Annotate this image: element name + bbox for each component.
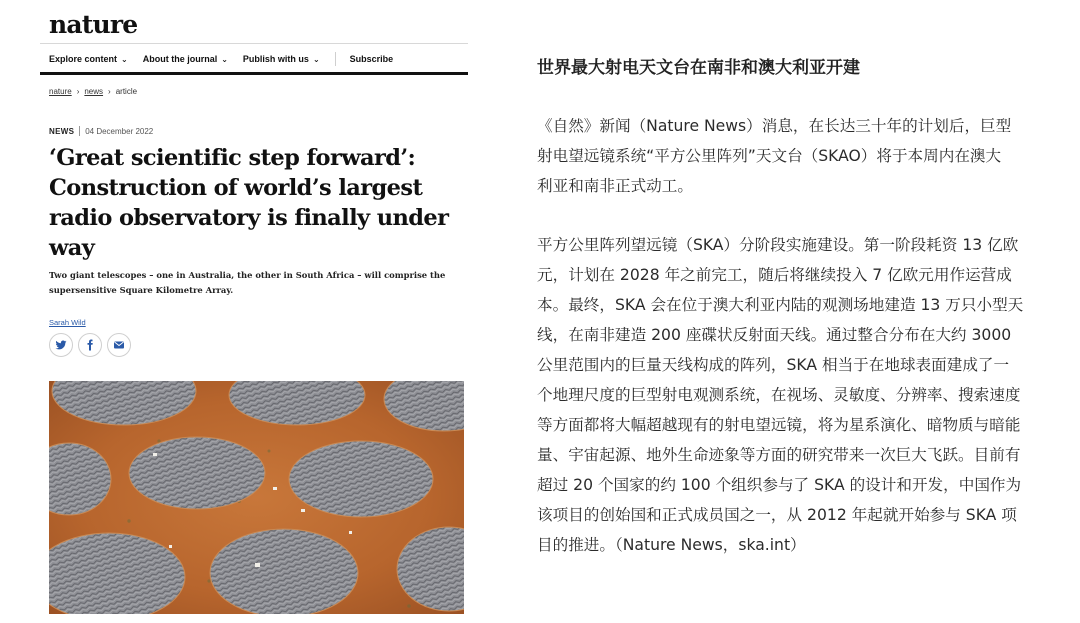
headline-line: radio observatory is finally under	[49, 205, 449, 231]
paragraph-line: 射电望远镜系统“平方公里阵列”天文台（SKAO）将于本周内在澳大	[537, 147, 1002, 165]
radio-telescope-array-image	[49, 381, 464, 614]
paragraph-line: 利亚和南非正式动工。	[537, 177, 693, 195]
paragraph-line: 线，在南非建造 200 座碟状反射面天线。通过整合分布在大约 3000	[537, 326, 1012, 344]
headline-line: ‘Great scientific step forward’:	[49, 145, 416, 171]
paragraph-line: 元，计划在 2028 年之前完工，随后将继续投入 7 亿欧元用作运营成	[537, 266, 1012, 284]
paragraph-line: 《自然》新闻（Nature News）消息，在长达三十年的计划后，巨型	[537, 117, 1012, 135]
nav-about-journal[interactable]	[143, 54, 228, 64]
paragraph-line: 公里范围内的巨量天线构成的阵列，SKA 相当于在地球表面建成了一	[537, 356, 1010, 374]
breadcrumb-nature[interactable]: nature	[49, 87, 72, 96]
nav-label: Publish with us	[242, 54, 309, 64]
chevron-right-icon: ›	[76, 87, 80, 96]
nav-label: About the journal	[142, 54, 218, 64]
standfirst-line: supersensitive Square Kilometre Array.	[49, 285, 234, 295]
nav-label: Explore content	[49, 54, 118, 64]
news-paragraph-1	[537, 111, 1052, 201]
main-nav	[49, 51, 408, 67]
share-email-button[interactable]	[107, 333, 131, 357]
paragraph-line: 等方面都将大幅超越现有的射电望远镜，将为星系演化、暗物质与暗能	[537, 416, 1021, 434]
chevron-down-icon: ⌄	[121, 54, 128, 64]
news-title-cn: 世界最大射电天文台在南非和澳大利亚开建	[537, 58, 860, 78]
paragraph-line: 目的推进。（Nature News，ska.int）	[537, 536, 806, 554]
article-meta	[49, 126, 153, 136]
breadcrumb-news[interactable]: news	[84, 87, 104, 96]
nav-bottom-rule	[40, 72, 468, 75]
nav-separator	[335, 52, 336, 66]
paragraph-line: 个地理尺度的巨型射电观测系统，在视场、灵敏度、分辨率、搜索速度	[537, 386, 1021, 404]
headline-line: Construction of world’s largest	[49, 175, 423, 201]
breadcrumb	[49, 87, 137, 96]
nav-publish-with-us[interactable]	[243, 54, 320, 64]
article-type: NEWS	[49, 126, 75, 136]
chevron-down-icon: ⌄	[221, 54, 228, 64]
nav-divider	[40, 43, 468, 44]
paragraph-line: 该项目的创始国和正式成员国之一，从 2012 年起就开始参与 SKA 项	[537, 506, 1017, 524]
article-date: 04 December 2022	[85, 126, 154, 136]
headline-line: way	[49, 235, 95, 261]
paragraph-line: 本。最终，SKA 会在位于澳大利亚内陆的观测场地建造 13 万只小型天	[537, 296, 1024, 314]
paragraph-line: 平方公里阵列望远镜（SKA）分阶段实施建设。第一阶段耗资 13 亿欧	[537, 236, 1019, 254]
standfirst-line: Two giant telescopes – one in Australia, the other in South Africa – will comprise the	[49, 270, 446, 280]
nature-article-screenshot	[40, 0, 468, 623]
share-twitter-button[interactable]	[49, 333, 73, 357]
article-headline	[49, 143, 459, 263]
email-icon	[113, 339, 125, 351]
twitter-icon	[55, 339, 67, 351]
nature-logo[interactable]: nature	[49, 10, 138, 39]
paragraph-line: 量、宇宙起源、地外生命迹象等方面的研究带来一次巨大飞跃。目前有	[537, 446, 1021, 464]
antenna-field-illustration	[49, 381, 464, 614]
meta-divider	[79, 126, 80, 136]
news-paragraph-2	[537, 230, 1052, 560]
facebook-icon	[84, 339, 96, 351]
article-standfirst	[49, 268, 459, 298]
share-buttons	[49, 333, 136, 357]
chevron-down-icon: ⌄	[312, 54, 320, 64]
breadcrumb-article: article	[115, 87, 138, 96]
share-facebook-button[interactable]	[78, 333, 102, 357]
nav-label: Subscribe	[349, 54, 394, 64]
nav-subscribe[interactable]	[350, 54, 394, 64]
author-link[interactable]: Sarah Wild	[49, 318, 86, 327]
nav-explore-content[interactable]	[49, 54, 128, 64]
chevron-right-icon: ›	[108, 87, 111, 96]
paragraph-line: 超过 20 个国家的约 100 个组织参与了 SKA 的设计和开发，中国作为	[537, 476, 1022, 494]
